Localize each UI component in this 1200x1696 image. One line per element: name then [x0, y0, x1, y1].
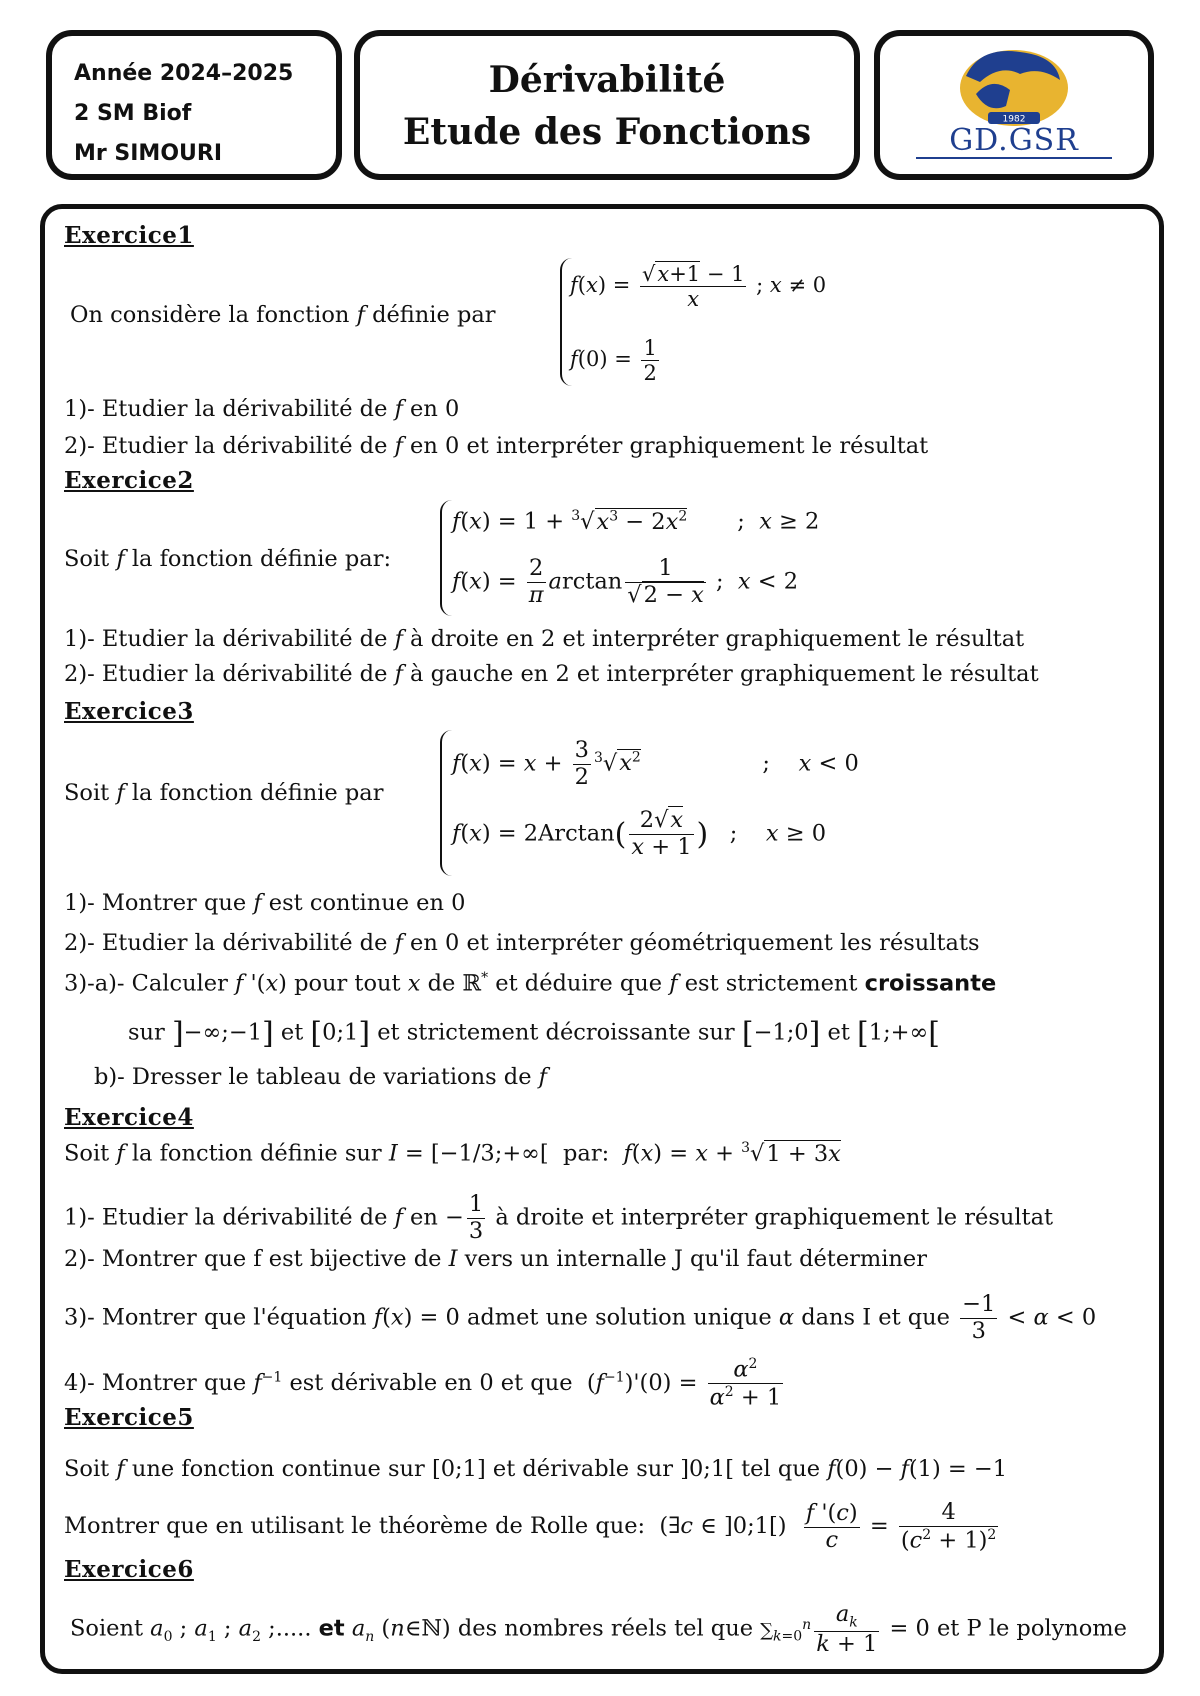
ex2-intro: Soit f la fonction définie par: [64, 546, 392, 572]
class-name: 2 SM Biof [74, 101, 192, 126]
ex1-intro: On considère la fonction f définie par [70, 302, 496, 328]
ex1-definition-2: f(0) = $\frac{1}{2}$ [570, 336, 657, 386]
ex3-definition-1: f(x) = x + $\frac{3}{2}$ $^3√x^2$ ; x < 0 [452, 737, 859, 790]
logo-year: 1982 [1002, 114, 1026, 125]
ex6-line-1: Soient $a_0$ ; $a_1$ ; $a_2$ ;..... et $a_n$ (n∈ℕ) des nombres réels tel que $\sum_{k=0}^n$ $\frac{a_k}{k + 1}$ = 0 et P le polynome [70, 1601, 1127, 1657]
exercise-1-title: Exercice1 [64, 222, 194, 249]
header-info-box [46, 30, 342, 180]
ex2-definition-2: f(x) = $\frac{2}{\pi}$ arctan $\frac{1}{√2 - x}$ ; x < 2 [452, 555, 799, 608]
ex3-intro: Soit f la fonction définie par [64, 780, 384, 806]
ex5-line-1: Soit f une fonction continue sur [0;1] et dérivable sur ]0;1[ tel que f(0) − f(1) = −1 [64, 1456, 1008, 1482]
ex1-definition-1: f(x) = $\frac{√x+1 - 1}{x}$ ; x ≠ 0 [570, 262, 827, 312]
ex5-line-2: Montrer que en utilisant le théorème de Rolle que: (∃c ∈ ]0;1[) $\frac{f '(c)}{c}$ = $\frac{4}{(c^2 + 1)^2}$ [64, 1499, 997, 1554]
exercise-5-title: Exercice5 [64, 1404, 194, 1431]
ex4-intro: Soit f la fonction définie sur I = [−1/3;+∞[ par: f(x) = x + $^3$√1 + 3x [64, 1140, 841, 1167]
title-line-1: Dérivabilité [488, 59, 726, 101]
ex4-question-4: 4)- Montrer que $f^{-1}$ est dérivable en 0 et que $(f^{-1})'(0)$ = $\frac{\alpha^2}{\alpha^2 + 1}$ [64, 1356, 782, 1411]
school-year: Année 2024–2025 [74, 61, 294, 86]
ex3-question-1: 1)- Montrer que f est continue en 0 [64, 890, 466, 916]
ex3-question-3a: 3)-a)- Calculer f '(x) pour tout x de ℝ* et déduire que f est strictement croissante [64, 970, 997, 997]
teacher-name: Mr SIMOURI [74, 141, 223, 166]
title-box [354, 30, 860, 180]
ex3-definition-2: f(x) = 2Arctan( $\frac{2√x}{x + 1}$ ) ; x ≥ 0 [452, 807, 827, 860]
exercise-2-title: Exercice2 [64, 467, 194, 494]
ex3-brace [440, 730, 452, 876]
ex4-question-3: 3)- Montrer que l'équation f(x) = 0 admet une solution unique α dans I et que $\frac{-1}{3}$ < α < 0 [64, 1291, 1097, 1344]
exercise-4-title: Exercice4 [64, 1104, 194, 1131]
exercise-6-title: Exercice6 [64, 1556, 194, 1583]
ex4-question-1: 1)- Etudier la dérivabilité de f en − $\frac{1}{3}$ à droite et interpréter graphiquement le résultat [64, 1191, 1054, 1244]
ex3-question-3a-intervals: sur ]−∞;−1] et [0;1] et strictement décroissante sur [−1;0] et [1;+∞[ [128, 1016, 940, 1051]
ex2-question-2: 2)- Etudier la dérivabilité de f à gauche en 2 et interpréter graphiquement le résultat [64, 661, 1039, 687]
logo-emblem-icon [880, 36, 1148, 174]
ex3-question-3b: b)- Dresser le tableau de variations de f [94, 1064, 547, 1090]
logo-text: GD.GSR [949, 123, 1079, 158]
ex1-question-1: 1)- Etudier la dérivabilité de f en 0 [64, 396, 460, 422]
exercise-3-title: Exercice3 [64, 698, 194, 725]
ex1-question-2: 2)- Etudier la dérivabilité de f en 0 et interpréter graphiquement le résultat [64, 433, 929, 459]
title-line-2: Etude des Fonctions [402, 111, 812, 153]
ex2-question-1: 1)- Etudier la dérivabilité de f à droite en 2 et interpréter graphiquement le résultat [64, 626, 1025, 652]
ex3-question-2: 2)- Etudier la dérivabilité de f en 0 et interpréter géométriquement les résultats [64, 930, 980, 956]
ex2-brace [440, 500, 452, 616]
logo-box [874, 30, 1154, 180]
ex2-definition-1: $f(x) = 1 + ^3√x^3 - 2x^2$ ; x ≥ 2 [452, 508, 820, 535]
ex4-question-2: 2)- Montrer que f est bijective de I vers un internalle J qu'il faut déterminer [64, 1246, 927, 1272]
